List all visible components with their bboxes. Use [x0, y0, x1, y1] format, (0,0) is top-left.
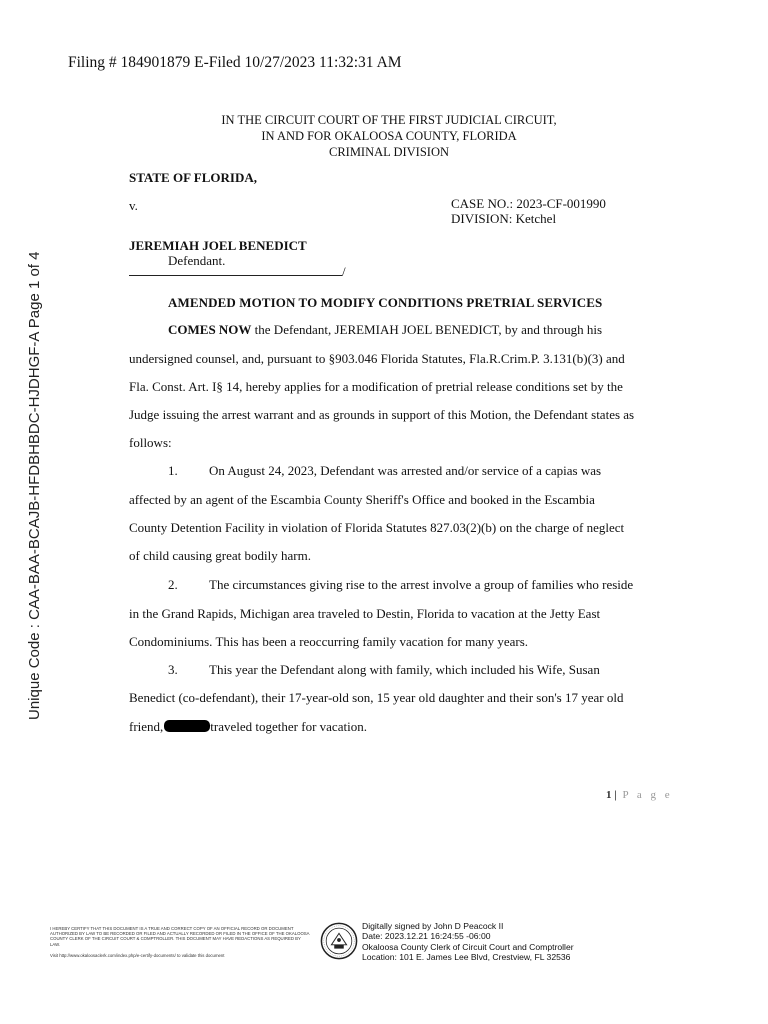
clerk-seal-icon	[320, 922, 358, 960]
paragraph-1-line-1: On August 24, 2023, Defendant was arrested and/or service of a capias was	[209, 463, 602, 478]
page-number	[606, 789, 673, 801]
intro-line-1	[168, 322, 648, 338]
signature-line-2: Date: 2023.12.21 16:24:55 -06:00	[362, 931, 491, 942]
paragraph-1-line-4: of child causing great bodily harm.	[129, 548, 311, 563]
paragraph-1-line-3: County Detention Facility in violation of Florida Statutes 827.03(2)(b) on the charge of neglect	[129, 520, 625, 535]
case-number: CASE NO.: 2023-CF-001990	[451, 196, 606, 211]
paragraph-1-line-2: affected by an agent of the Escambia County Sheriff's Office and booked in the Escambia	[129, 492, 595, 507]
redaction-bar	[164, 720, 210, 732]
intro-line-5: follows:	[129, 435, 172, 450]
paragraph-3-line-3	[129, 719, 651, 735]
paragraph-3-line-3-end: traveled together for vacation.	[210, 719, 367, 734]
paragraph-1-number: 1.	[168, 463, 178, 478]
signature-line-1: Digitally signed by John D Peacock II	[362, 921, 504, 931]
motion-title: AMENDED MOTION TO MODIFY CONDITIONS PRETRIAL SERVICES	[168, 295, 603, 310]
paragraph-3-line-2: Benedict (co-defendant), their 17-year-old son, 15 year old daughter and their son's 17 year old	[129, 690, 624, 705]
paragraph-3-line-1: This year the Defendant along with family, which included his Wife, Susan	[209, 662, 600, 677]
certification-text: I HEREBY CERTIFY THAT THIS DOCUMENT IS A TRUE AND CORRECT COPY OF AN OFFICIAL RECORD OR DOCUMENT AUTHORIZED BY LAW TO BE RECORDED OR FILED AND ACTUALLY RECORDED OR FILED IN THE OFFICE OF THE OKALOOSA COUNTY CLERK OF THE CIRCUIT COURT & COMPTROLLER. THIS DOCUMENT MAY HAVE REDACTIONS AS REQUIRED BY LAW.	[50, 926, 310, 947]
paragraph-2-line-1: The circumstances giving rise to the arrest involve a group of families who reside	[209, 577, 634, 592]
signature-line-3: Okaloosa County Clerk of Circuit Court and Comptroller	[362, 941, 574, 952]
intro-line-3: Fla. Const. Art. I§ 14, hereby applies for a modification of pretrial release conditions set by the	[129, 379, 623, 394]
caption-slash: /	[342, 264, 346, 279]
verification-link[interactable]: Visit http://www.okaloosaclerk.com/index.php/e-certify-documents/ to validate this document	[50, 953, 225, 958]
signature-line-4: Location: 101 E. James Lee Blvd, Crestview, FL 32536	[362, 952, 571, 963]
division: DIVISION: Ketchel	[451, 211, 557, 226]
versus: v.	[129, 198, 138, 213]
court-heading	[0, 112, 768, 160]
intro-line-4: Judge issuing the arrest warrant and as grounds in support of this Motion, the Defendant states as	[129, 407, 635, 422]
defendant-label: Defendant.	[168, 253, 226, 268]
intro-line-1-text: the Defendant, JEREMIAH JOEL BENEDICT, by and through his	[251, 322, 603, 337]
intro-line-2: undersigned counsel, and, pursuant to §903.046 Florida Statutes, Fla.R.Crim.P. 3.131(b)(3) and	[129, 351, 625, 366]
defendant-name: JEREMIAH JOEL BENEDICT	[129, 238, 307, 253]
plaintiff: STATE OF FLORIDA,	[129, 170, 257, 185]
filing-header: Filing # 184901879 E-Filed 10/27/2023 11:32:31 AM	[68, 54, 402, 71]
court-line-2: IN AND FOR OKALOOSA COUNTY, FLORIDA	[261, 129, 517, 143]
page-number-value: 1 |	[606, 789, 617, 801]
page-label: P a g e	[616, 789, 673, 801]
intro-lead: COMES NOW	[168, 322, 252, 337]
court-line-1: IN THE CIRCUIT COURT OF THE FIRST JUDICIAL CIRCUIT,	[221, 113, 557, 127]
unique-code: Unique Code : CAA-BAA-BCAJB-HFDBHBDC-HJDHGF-A Page 1 of 4	[26, 251, 43, 720]
paragraph-2-number: 2.	[168, 577, 178, 592]
court-line-3: CRIMINAL DIVISION	[328, 145, 449, 159]
paragraph-3-number: 3.	[168, 662, 178, 677]
paragraph-2-line-3: Condominiums. This has been a reoccurring family vacation for many years.	[129, 634, 529, 649]
paragraph-3-line-3-start: friend,	[129, 719, 164, 734]
caption-signature-line	[129, 275, 342, 276]
digital-signature	[362, 921, 574, 963]
paragraph-2-line-2: in the Grand Rapids, Michigan area traveled to Destin, Florida to vacation at the Jetty East	[129, 606, 601, 621]
